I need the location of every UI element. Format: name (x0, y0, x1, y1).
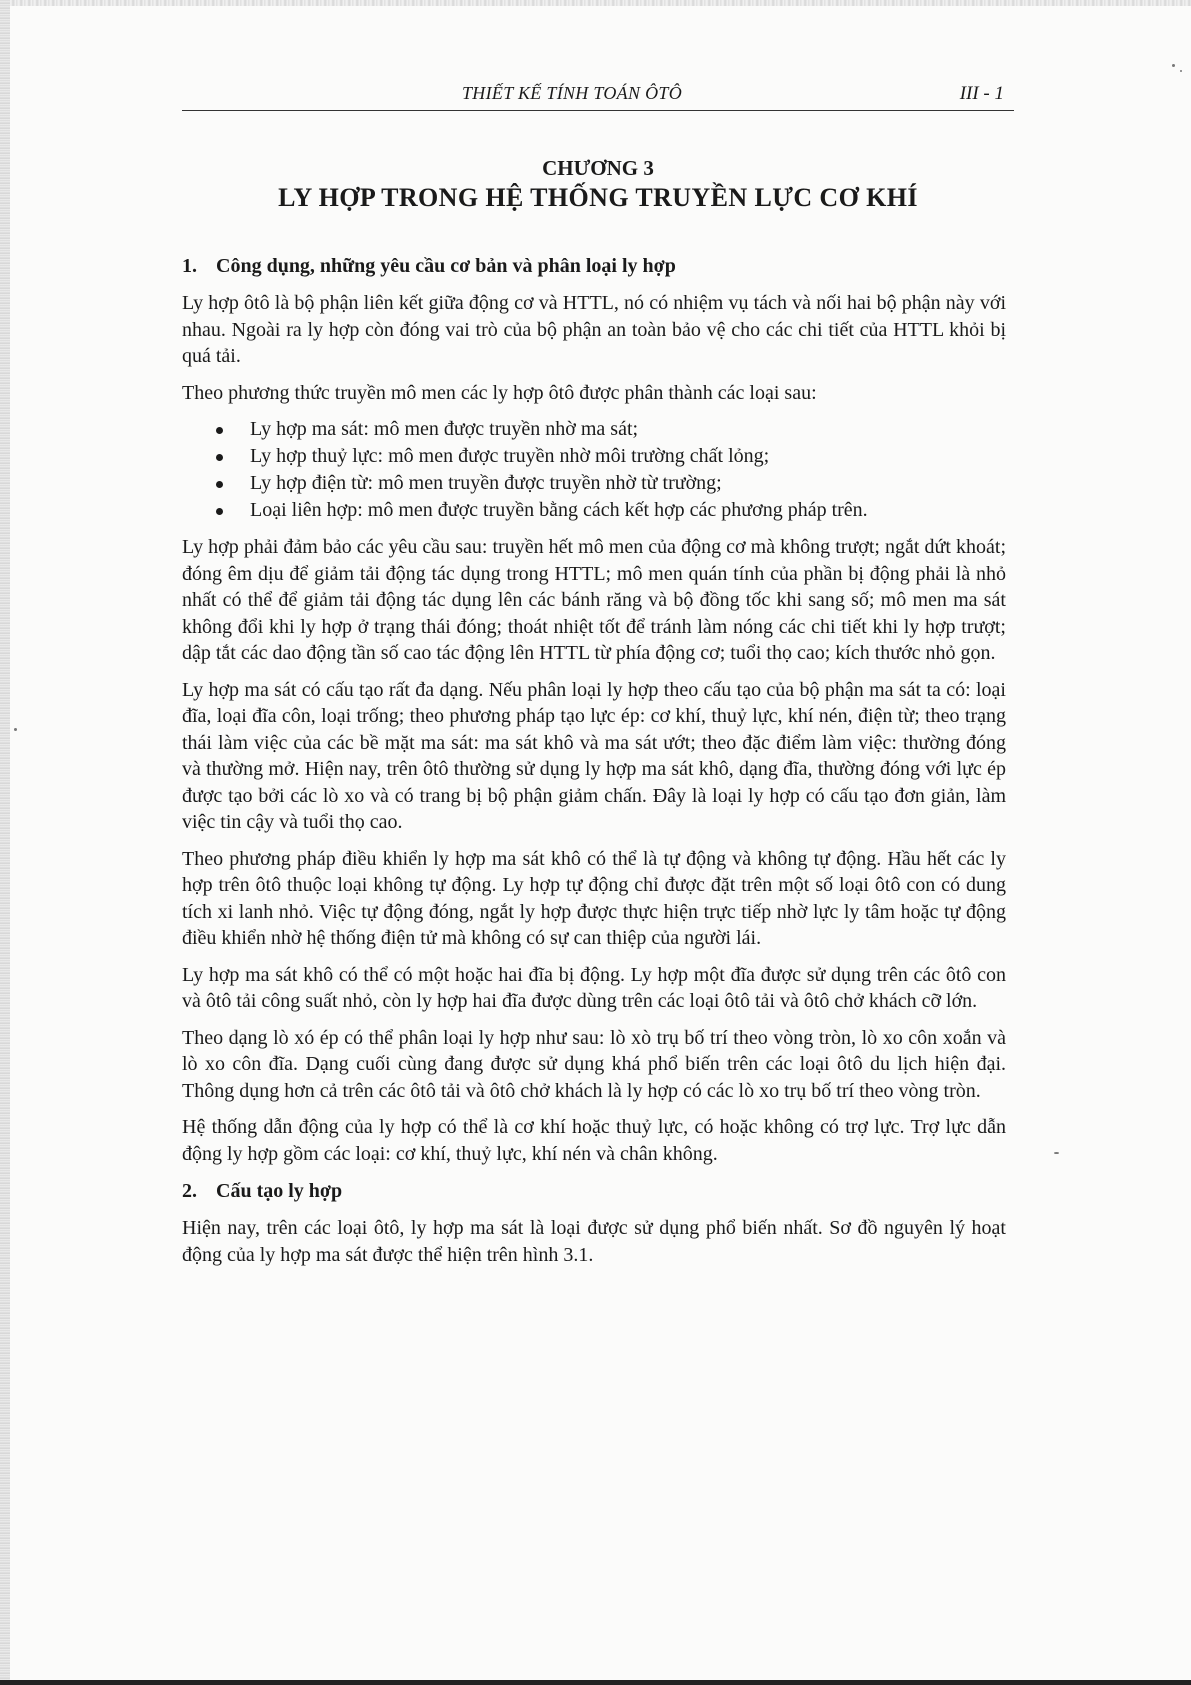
list-item (216, 497, 1006, 524)
list-item-text: Ly hợp thuỷ lực: mô men được truyền nhờ môi trường chất lỏng; (250, 445, 770, 467)
body-content (182, 252, 1006, 1278)
list-item (216, 443, 1006, 470)
paragraph: Ly hợp ôtô là bộ phận liên kết giữa động cơ và HTTL, nó có nhiệm vụ tách và nối hai bộ phận này với nhau. Ngoài ra ly hợp còn đóng vai trò của bộ phận an toàn bảo vệ cho các chi tiết của HTTL khỏi bị quá tải. (182, 292, 1006, 367)
section-heading-1 (182, 252, 1006, 280)
paragraph: Theo dạng lò xó ép có thể phân loại ly hợp như sau: lò xò trụ bố trí theo vòng tròn, lò xo côn xoắn và lò xo côn đĩa. Dạng cuối cùng đang được sử dụng khá phổ biến trên các loại ôtô du lịch hiện đại. Thông dụng hơn cả trên các ôtô tải và ôtô chở khách là ly hợp có các lò xo trụ bố trí theo vòng tròn. (182, 1026, 1006, 1102)
section-number: 2. (182, 1180, 197, 1202)
section-title-text: Công dụng, những yêu cầu cơ bản và phân loại ly hợp (216, 255, 676, 277)
paragraph: Ly hợp phải đảm bảo các yêu cầu sau: truyền hết mô men của động cơ mà không trượt; ngắt dứt khoát; đóng êm dịu để giảm tải động tác dụng trong HTTL; mô men quán tính của phần bị động phải là nhỏ nhất có thể để giảm tải động tác dụng lên các bánh răng và bộ đồng tốc khi sang số; mô men ma sát không đổi khi ly hợp ở trạng thái đóng; thoát nhiệt tốt để tránh làm nóng các chi tiết khi ly hợp trượt; dập tắt các dao động tần số cao tác động lên HTTL từ phía động cơ; tuổi thọ cao; kích thước nhỏ gọn. (182, 536, 1006, 664)
section-number: 1. (182, 255, 197, 277)
scan-edge-left (0, 0, 10, 1685)
paragraph: Ly hợp ma sát khô có thể có một hoặc hai đĩa bị động. Ly hợp một đĩa được sử dụng trên các ôtô con và ôtô tải công suất nhỏ, còn ly hợp hai đĩa được dùng trên các loại ôtô tải và ôtô chở khách cỡ lớn. (182, 963, 1006, 1012)
list-item-text: Ly hợp điện từ: mô men truyền được truyền nhờ từ trường; (250, 472, 722, 494)
paragraph: Theo phương pháp điều khiển ly hợp ma sát khô có thể là tự động và không tự động. Hầu hết các ly hợp trên ôtô thuộc loại không tự động. Ly hợp tự động chỉ được đặt trên một số loại ôtô con có dung tích xi lanh nhỏ. Việc tự động đóng, ngắt ly hợp được thực hiện trực tiếp nhờ lực ly tâm hoặc tự động điều khiển nhờ hệ thống điện tử mà không có sự can thiệp của người lái. (182, 847, 1006, 949)
scan-edge-bottom (0, 1680, 1191, 1685)
paragraph: Ly hợp ma sát có cấu tạo rất đa dạng. Nếu phân loại ly hợp theo cấu tạo của bộ phận ma sát ta có: loại đĩa, loại đĩa côn, loại trống; theo phương pháp tạo lực ép: cơ khí, thuỷ lực, khí nén, điện từ; theo trạng thái làm việc của các bề mặt ma sát: ma sát khô và ma sát ướt; theo đặc điểm làm việc: thường đóng và thường mở. Hiện nay, trên ôtô thường sử dụng ly hợp ma sát khô, dạng đĩa, thường đóng với lực ép được tạo bởi các lò xo và có trang bị bộ phận giảm chấn. Đây là loại ly hợp có cấu tạo đơn giản, làm việc tin cậy và tuổi thọ cao. (182, 678, 1006, 833)
header-rule (182, 110, 1014, 111)
list-item-text: Loại liên hợp: mô men được truyền bằng cách kết hợp các phương pháp trên. (250, 499, 868, 521)
running-header (182, 83, 1012, 109)
header-title: THIẾT KẾ TÍNH TOÁN ÔTÔ (462, 83, 682, 103)
section-heading-2 (182, 1177, 1006, 1205)
paragraph: Hệ thống dẫn động của ly hợp có thể là cơ khí hoặc thuỷ lực, có hoặc không có trợ lực. Trợ lực dẫn động ly hợp gồm các loại: cơ khí, thuỷ lực, khí nén và chân không. (182, 1116, 1006, 1165)
section-title-text: Cấu tạo ly hợp (216, 1180, 343, 1202)
paragraph: Theo phương thức truyền mô men các ly hợp ôtô được phân thành các loại sau: (182, 381, 817, 404)
bullet-icon (216, 481, 223, 488)
list-item (216, 416, 1006, 443)
chapter-number: CHƯƠNG 3 (542, 156, 654, 180)
paragraph: Hiện nay, trên các loại ôtô, ly hợp ma sát là loại được sử dụng phổ biến nhất. Sơ đồ nguyên lý hoạt động của ly hợp ma sát được thể hiện trên hình 3.1. (182, 1217, 1006, 1266)
list-item-text: Ly hợp ma sát: mô men được truyền nhờ ma sát; (250, 418, 639, 440)
scan-speck (1054, 1152, 1059, 1154)
scan-speck (1172, 64, 1175, 67)
bullet-icon (216, 454, 223, 461)
bullet-list (182, 416, 1006, 524)
scan-speck (14, 728, 17, 731)
chapter-title: LY HỢP TRONG HỆ THỐNG TRUYỀN LỰC CƠ KHÍ (278, 183, 918, 212)
bullet-icon (216, 508, 223, 515)
scan-speck (1180, 70, 1182, 72)
list-item (216, 470, 1006, 497)
bullet-icon (216, 427, 223, 434)
header-page-number: III - 1 (959, 83, 1004, 104)
scan-edge-top (0, 0, 1191, 6)
